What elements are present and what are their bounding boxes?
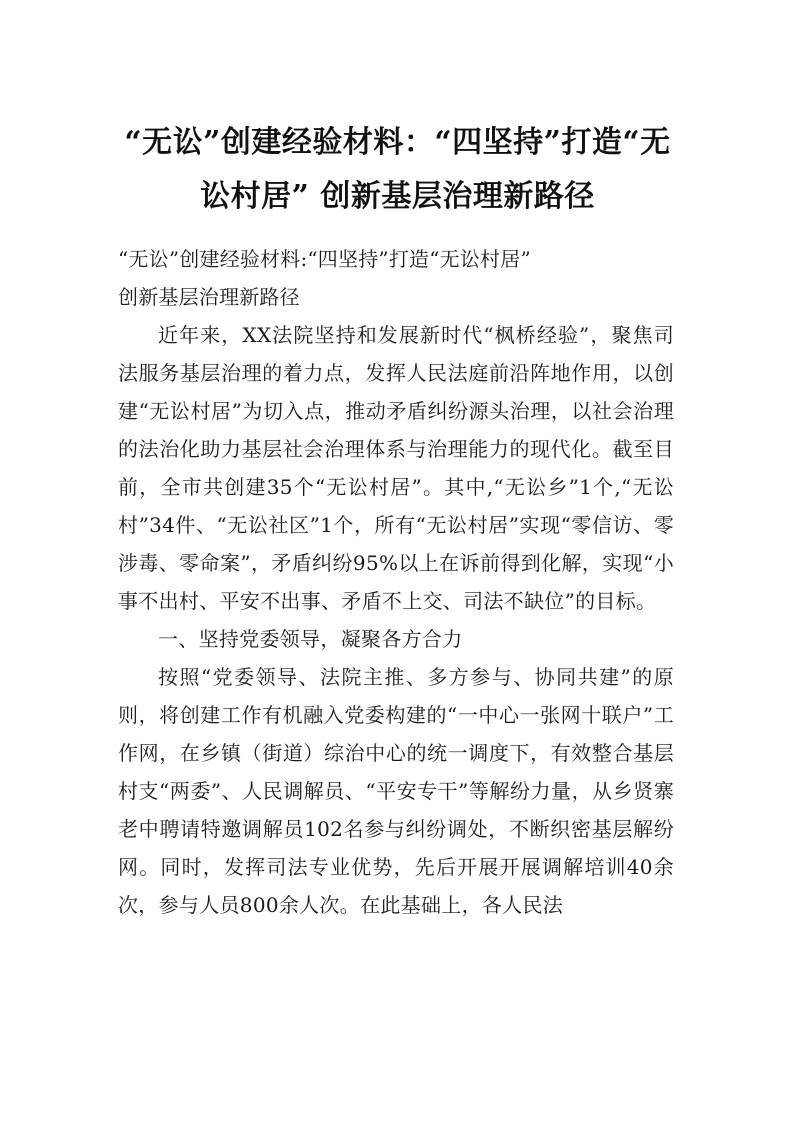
document-title: “无讼”创建经验材料：“四坚持”打造“无讼村居” 创新基层治理新路径	[124, 125, 671, 214]
document-body	[118, 240, 674, 924]
paragraph-section-1: 按照“党委领导、法院主推、多方参与、协同共建”的原则，将创建工作有机融入党委构建的“一中心一张网十联户”工作网，在乡镇（街道）综治中心的统一调度下，有效整合基层村支“两委”、人民调解员、“平安专干”等解纷力量，从乡贤寨老中聘请特邀调解员102名参与纠纷调处，不断织密基层解纷网。同时，发挥司法专业优势，先后开展开展调解培训40余次，参与人员800余人次。在此基础上，各人民法	[118, 665, 674, 917]
paragraph-intro: 近年来，XX法院坚持和发展新时代“枫桥经验”，聚焦司法服务基层治理的着力点，发挥人民法庭前沿阵地作用，以创建“无讼村居”为切入点，推动矛盾纠纷源头治理，以社会治理的法治化助力基层社会治理体系与治理能力的现代化。截至目前，全市共创建35个“无讼村居”。其中,“无讼乡”1个,“无讼村”34件、“无讼社区”1个，所有“无讼村居”实现“零信访、零涉毒、零命案”，矛盾纠纷95%以上在诉前得到化解，实现“小事不出村、平安不出事、矛盾不上交、司法不缺位”的目标。	[118, 323, 674, 613]
subtitle-line-1: “无讼”创建经验材料:“四坚持”打造“无讼村居”	[118, 247, 531, 271]
section-heading-1: 一、坚持党委领导，凝聚各方合力	[158, 627, 463, 651]
subtitle-line-2: 创新基层治理新路径	[118, 285, 300, 309]
